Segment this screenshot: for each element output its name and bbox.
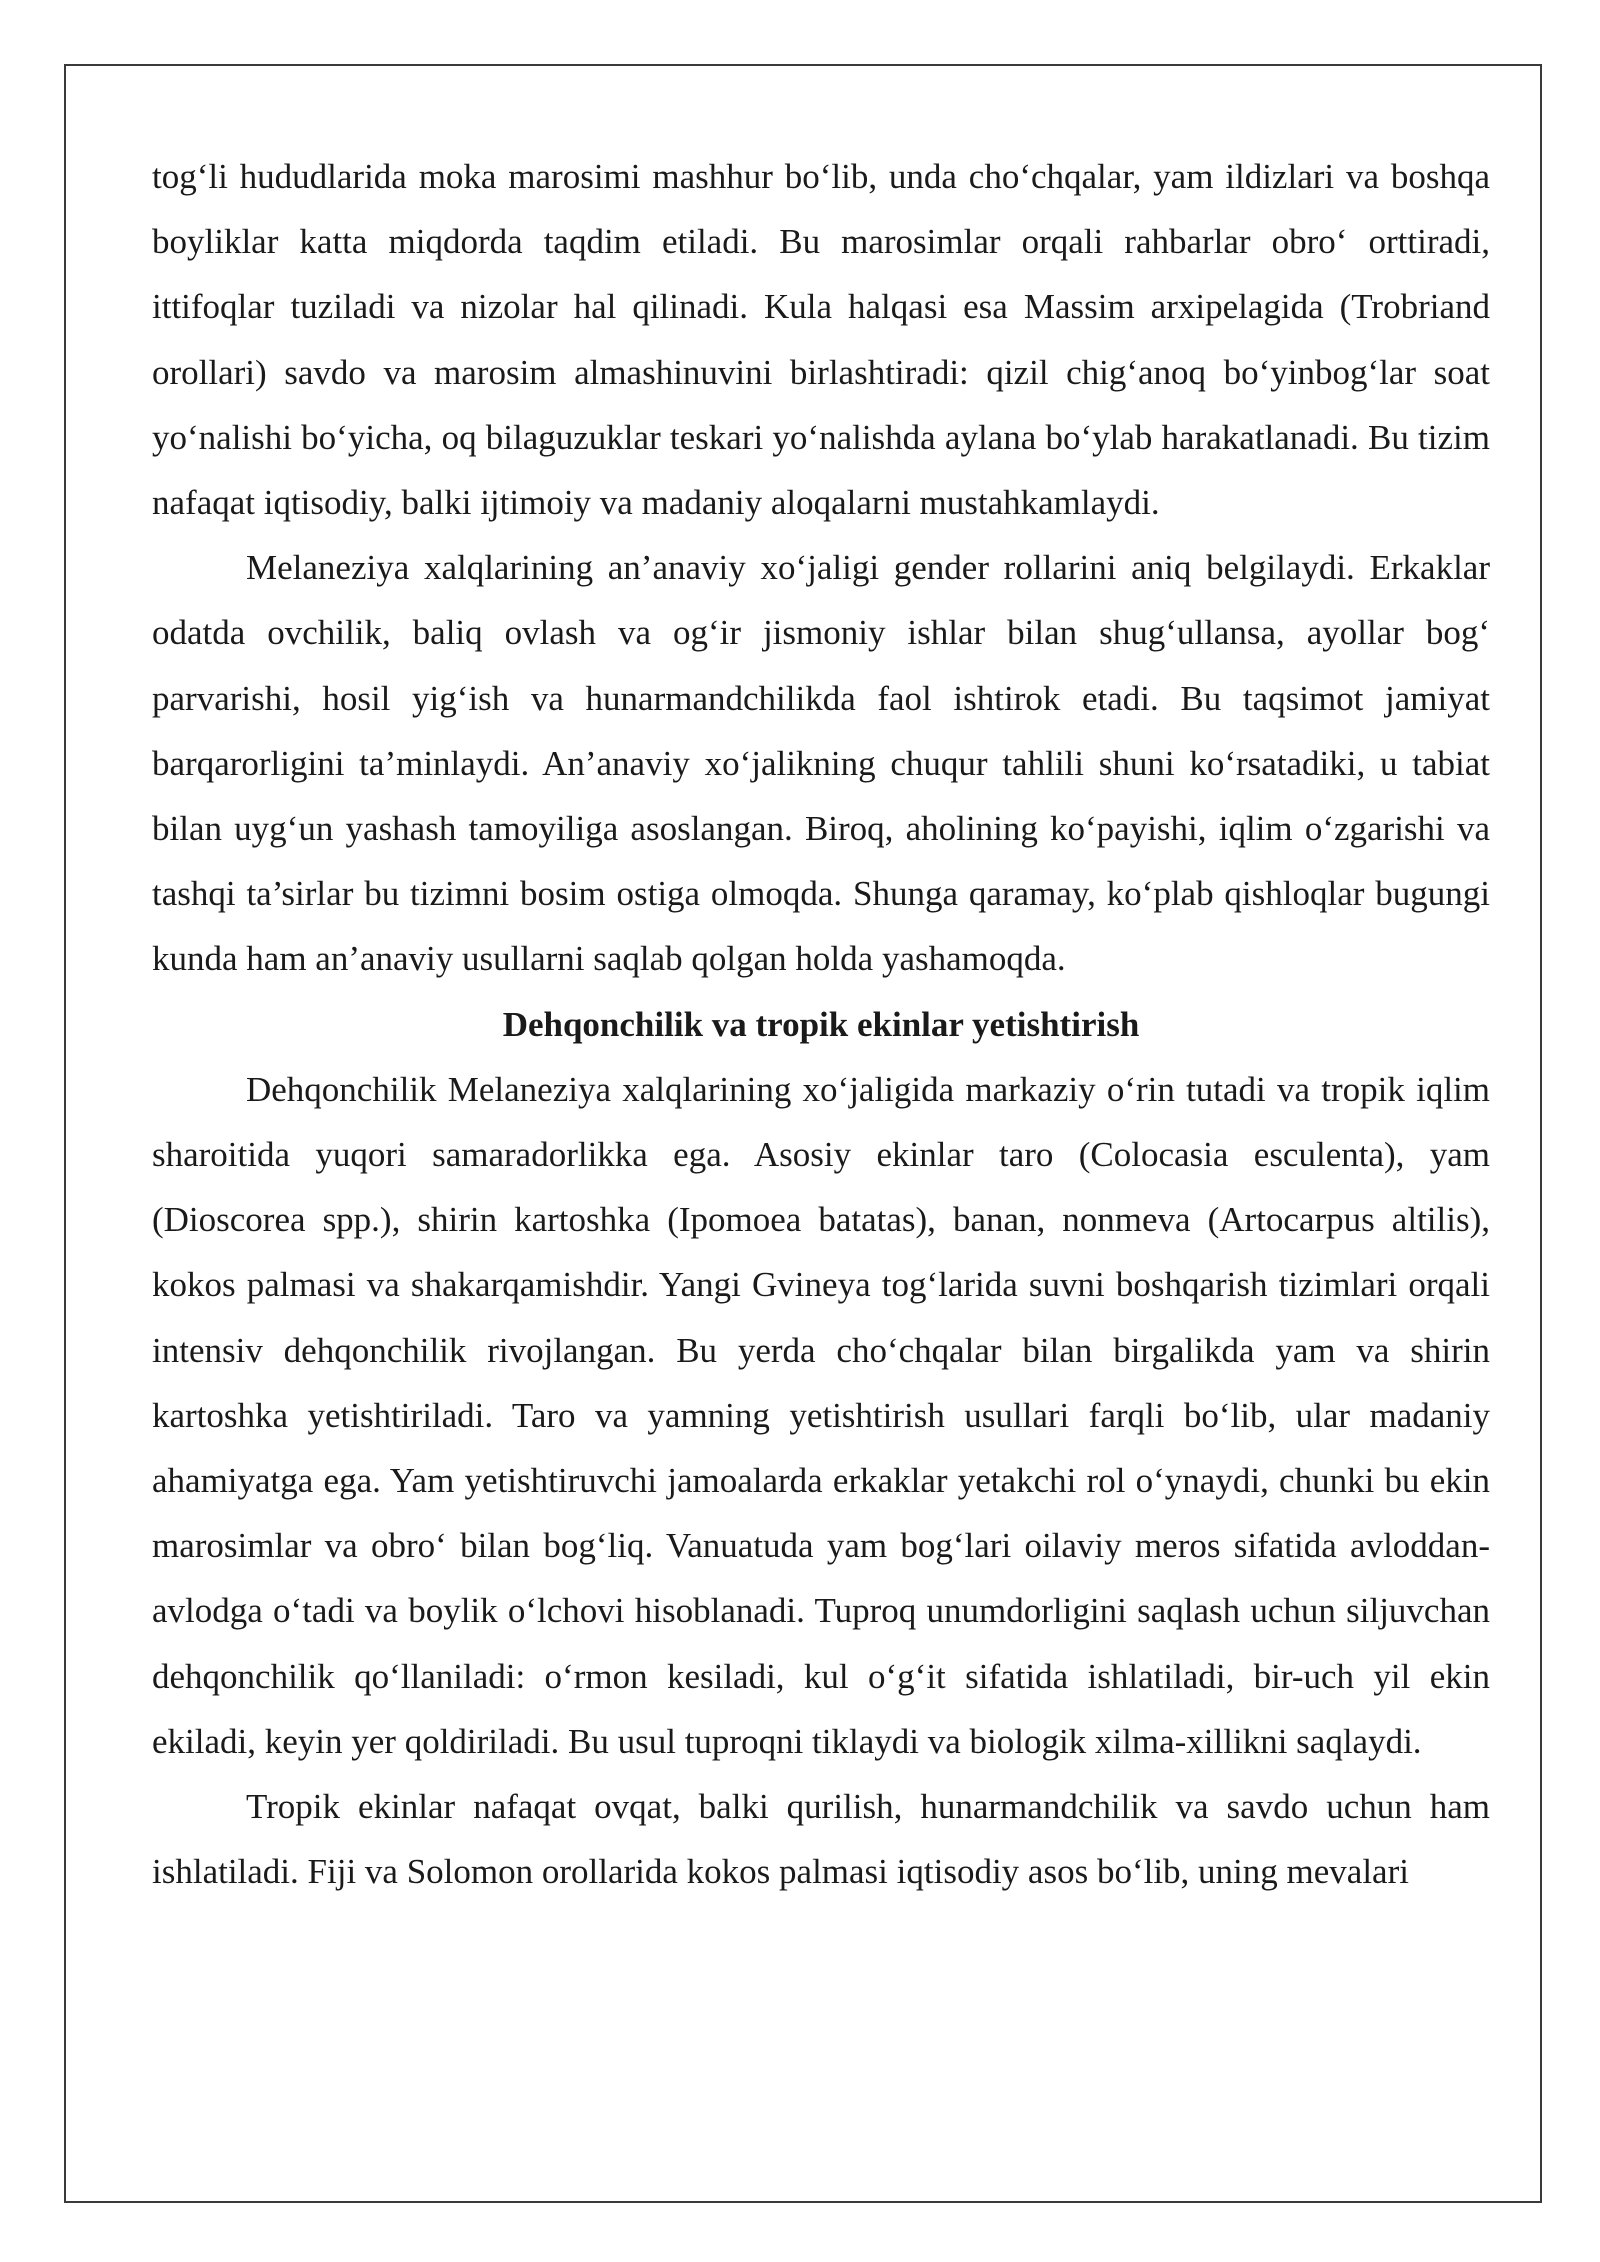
paragraph-agriculture: Dehqonchilik Melaneziya xalqlarining xo‘jaligida markaziy o‘rin tutadi va tropik iqlim sharoitida yuqori samaradorlikka ega. Asosiy ekinlar taro (Colocasia esculenta), yam (Dioscorea spp.), shirin kartoshka (Ipomoea batatas), banan, nonmeva (Artocarpus altilis), kokos palmasi va shakarqamishdir. Yangi Gvineya tog‘larida suvni boshqarish tizimlari orqali intensiv dehqonchilik rivojlangan. Bu yerda cho‘chqalar bilan birgalikda yam va shirin kartoshka yetishtiriladi. Taro va yamning yetishtirish usullari farqli bo‘lib, ular madaniy ahamiyatga ega. Yam yetishtiruvchi jamoalarda erkaklar yetakchi rol o‘ynaydi, chunki bu ekin marosimlar va obro‘ bilan bog‘liq. Vanuatuda yam bog‘lari oilaviy meros sifatida avloddan-avlodga o‘tadi va boylik o‘lchovi hisoblanadi. Tuproq unumdorligini saqlash uchun siljuvchan dehqonchilik qo‘llaniladi: o‘rmon kesiladi, kul o‘g‘it sifatida ishlatiladi, bir-uch yil ekin ekiladi, keyin yer qoldiriladi. Bu usul tuproqni tiklaydi va biologik xilma-xillikni saqlaydi. (152, 1069, 1490, 1761)
section-heading: Dehqonchilik va tropik ekinlar yetishtirish (502, 1004, 1140, 1044)
paragraph-gender-roles: Melaneziya xalqlarining an’anaviy xo‘jaligi gender rollarini aniq belgilaydi. Erkaklar odatda ovchilik, baliq ovlash va og‘ir jismoniy ishlar bilan shug‘ullansa, ayollar bog‘ parvarishi, hosil yig‘ish va hunarmandchilikda faol ishtirok etadi. Bu taqsimot jamiyat barqarorligini ta’minlaydi. An’anaviy xo‘jalikning chuqur tahlili shuni ko‘rsatadiki, u tabiat bilan uyg‘un yashash tamoyiliga asoslangan. Biroq, aholining ko‘payishi, iqlim o‘zgarishi va tashqi ta’sirlar bu tizimni bosim ostiga olmoqda. Shunga qaramay, ko‘plab qishloqlar bugungi kunda ham an’anaviy usullarni saqlab qolgan holda yashamoqda. (152, 548, 1490, 979)
paragraph-tropical-crops: Tropik ekinlar nafaqat ovqat, balki qurilish, hunarmandchilik va savdo uchun ham ishlatiladi. Fiji va Solomon orollarida kokos palmasi iqtisodiy asos bo‘lib, uning mevalari (152, 1787, 1490, 1892)
paragraph-continuation: tog‘li hududlarida moka marosimi mashhur bo‘lib, unda cho‘chqalar, yam ildizlari va boshqa boyliklar katta miqdorda taqdim etiladi. Bu marosimlar orqali rahbarlar obro‘ orttiradi, ittifoqlar tuziladi va nizolar hal qilinadi. Kula halqasi esa Massim arxipelagida (Trobriand orollari) savdo va marosim almashinuvini birlashtiradi: qizil chig‘anoq bo‘yinbog‘lar soat yo‘nalishi bo‘yicha, oq bilaguzuklar teskari yo‘nalishda aylana bo‘ylab harakatlanadi. Bu tizim nafaqat iqtisodiy, balki ijtimoiy va madaniy aloqalarni mustahkamlaydi. (152, 157, 1490, 523)
document-body (152, 144, 1490, 1904)
